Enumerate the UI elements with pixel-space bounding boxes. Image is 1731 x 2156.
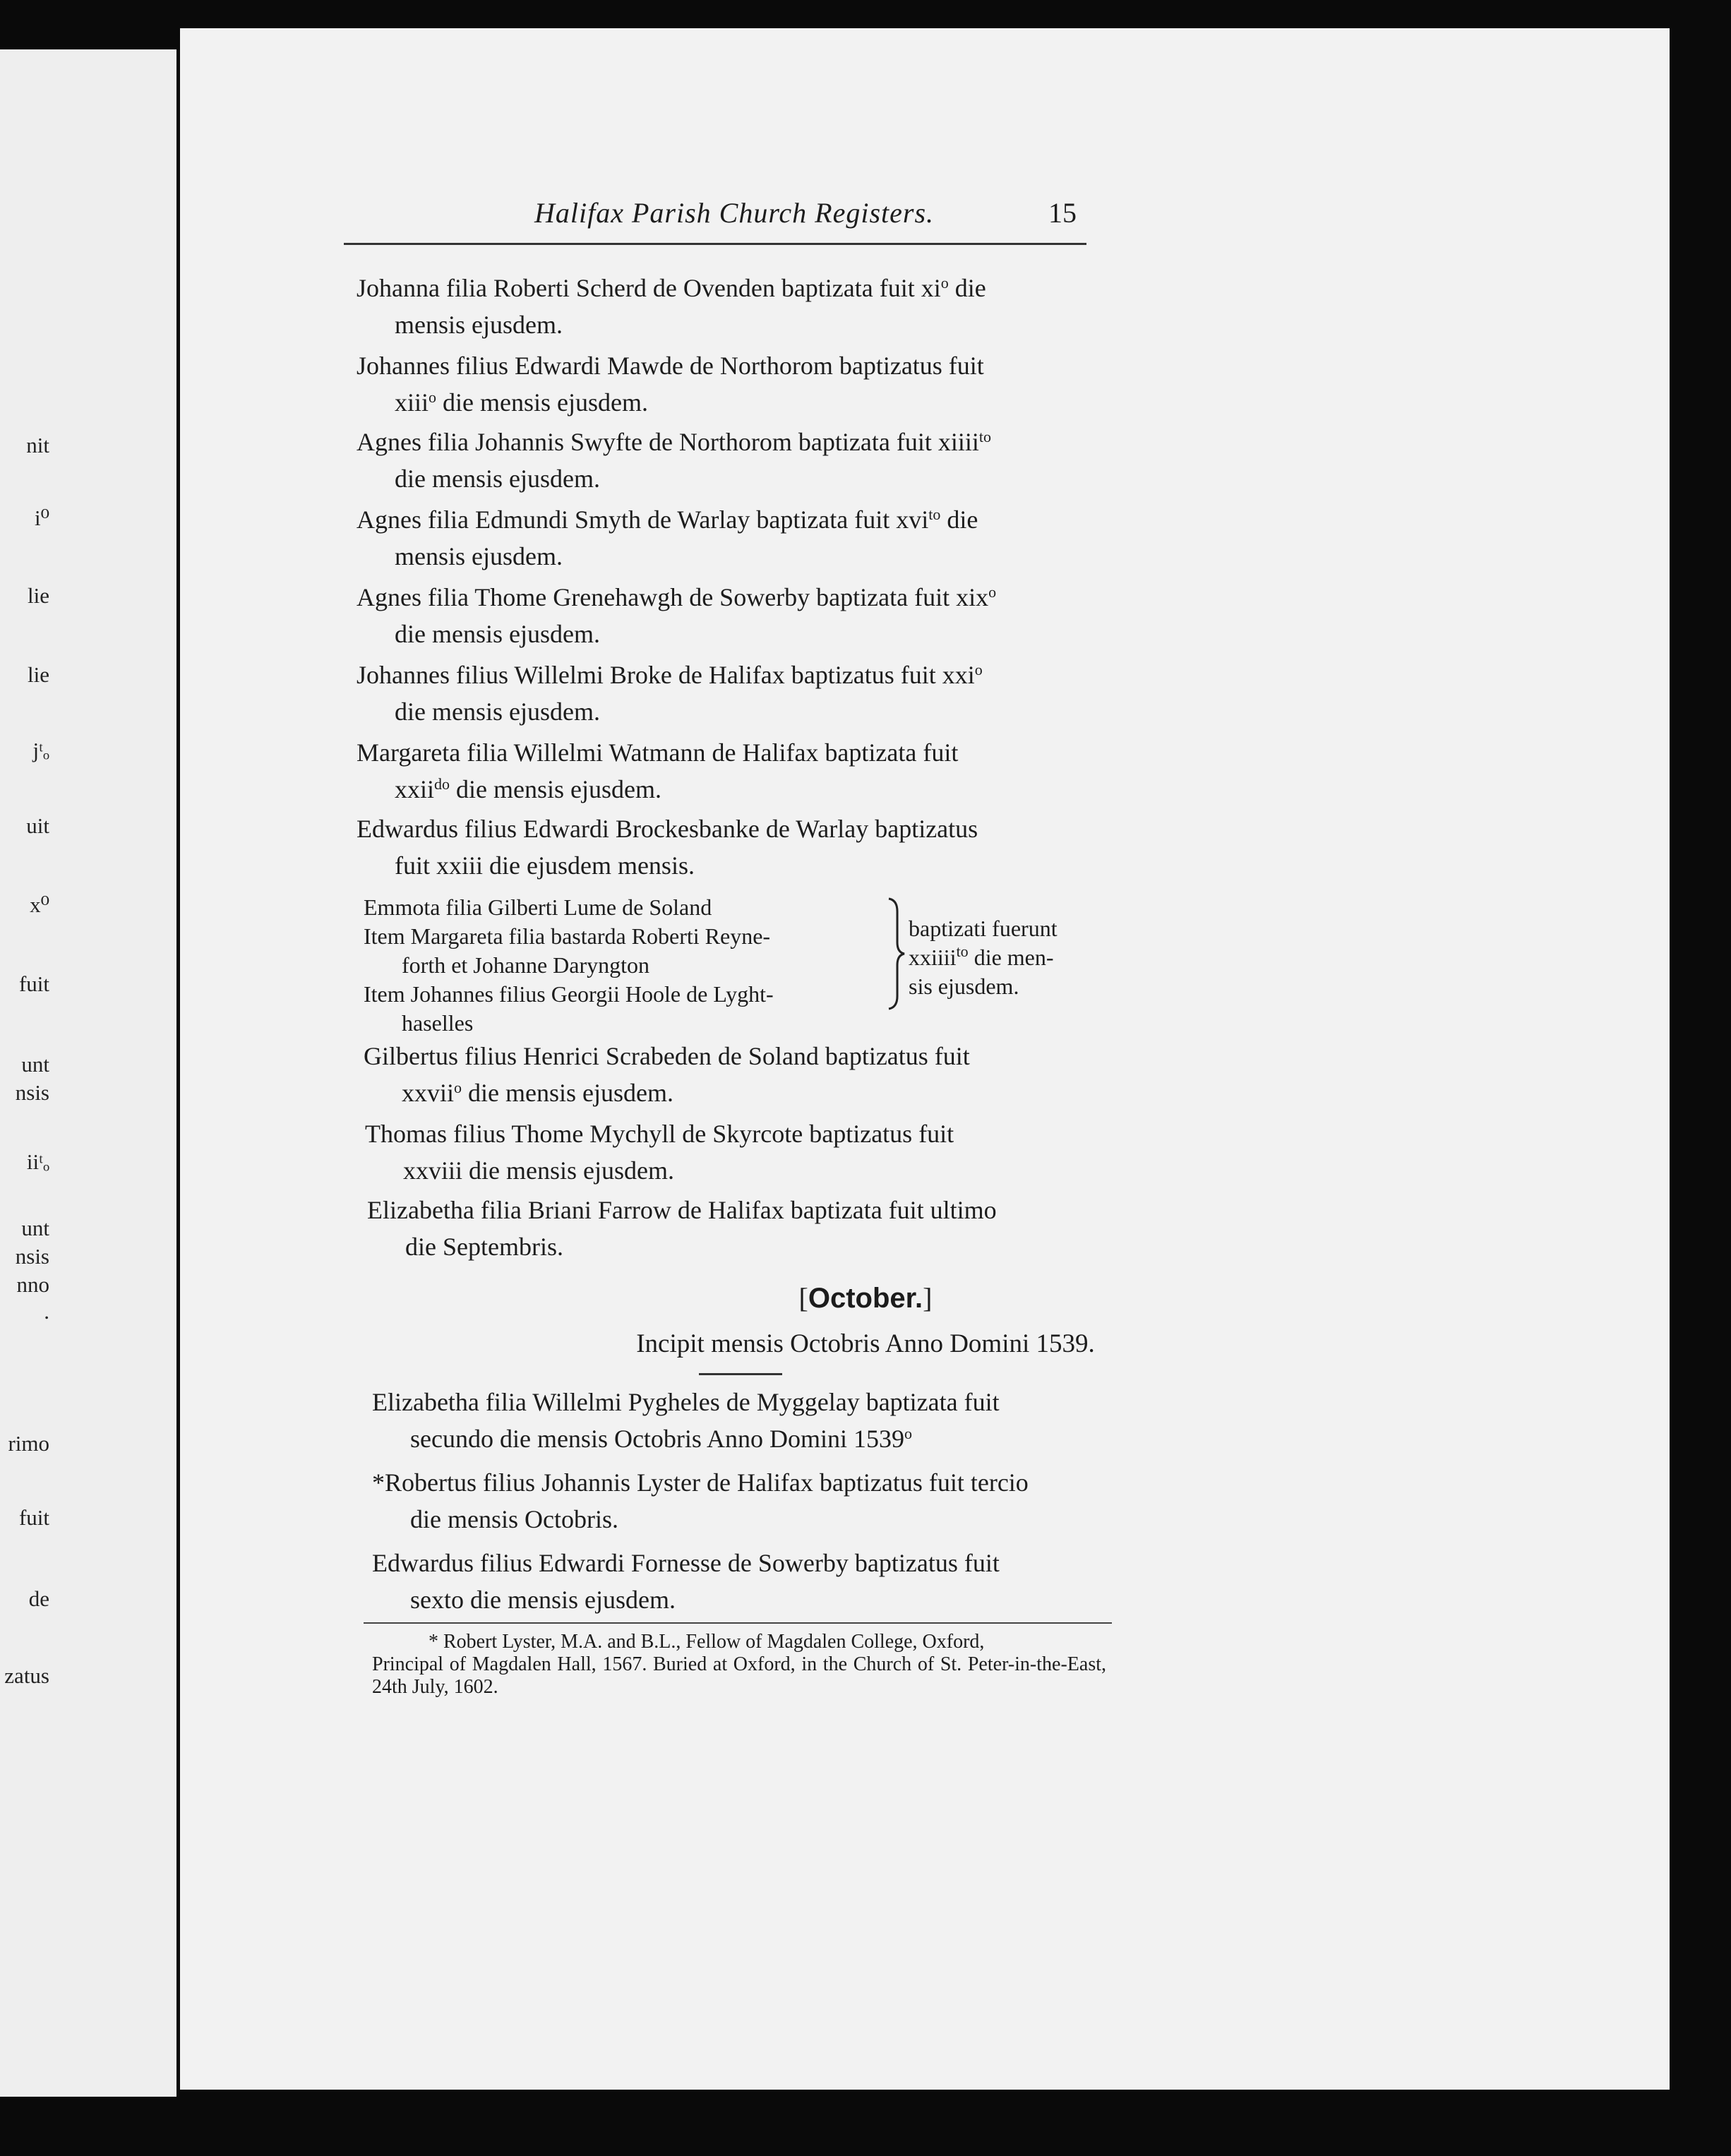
- bracket-shared-text: baptizati fuerunt xxiiii$^{to}$ die men- sis ejusdem.: [909, 916, 1058, 999]
- fragment: unt: [21, 1216, 49, 1240]
- fragment: nit: [26, 433, 49, 457]
- bracket-line: Item Johannes filius Georgii Hoole de Lyght-: [364, 981, 774, 1007]
- fragment: i⁰: [34, 505, 49, 530]
- baptism-entry: Agnes filia Thome Grenehawgh de Sowerby baptizata fuit xix$^o$ die mensis ejusdem.: [357, 583, 997, 648]
- curly-brace-icon: [886, 897, 906, 1010]
- fragment: nno: [16, 1272, 49, 1297]
- section-rule: [699, 1373, 782, 1375]
- footnote-rule: [364, 1622, 1112, 1624]
- baptism-entry: Johannes filius Willelmi Broke de Halifax baptizatus fuit xxi$^o$ die mensis ejusdem.: [357, 661, 983, 726]
- header-rule: [344, 243, 1086, 245]
- running-header: Halifax Parish Church Registers.: [534, 197, 935, 229]
- baptism-entry: Johannes filius Edwardi Mawde de Northorom baptizatus fuit xiii$^o$ die mensis ejusdem.: [357, 352, 984, 417]
- fragment: nsis: [15, 1244, 49, 1269]
- fragment: x⁰: [30, 892, 49, 917]
- page-number: 15: [1048, 197, 1077, 229]
- fragment: de: [28, 1586, 49, 1611]
- baptism-entry: Agnes filia Johannis Swyfte de Northorom baptizata fuit xiiii$^{to}$ die mensis ejusdem.: [357, 428, 991, 493]
- fragment: .: [44, 1299, 49, 1324]
- fragment: zatus: [4, 1663, 49, 1688]
- fragment: rimo: [8, 1431, 49, 1456]
- bracket-line: haselles: [402, 1010, 474, 1036]
- bracket-line: forth et Johanne Daryngton: [402, 952, 650, 978]
- baptism-entry: Elizabetha filia Briani Farrow de Halifax baptizata fuit ultimo die Septembris.: [367, 1196, 997, 1261]
- baptism-entry: Thomas filius Thome Mychyll de Skyrcote baptizatus fuit xxviii die mensis ejusdem.: [365, 1120, 954, 1185]
- baptism-entry: Edwardus filius Edwardi Fornesse de Sowerby baptizatus fuit sexto die mensis ejusdem.: [372, 1549, 1000, 1614]
- bracket-line: Emmota filia Gilberti Lume de Soland: [364, 894, 712, 920]
- baptism-entry: Johanna filia Roberti Scherd de Ovenden baptizata fuit $xi^o$ die mensis ejusdem.: [357, 274, 986, 339]
- fragment: fuit: [18, 1505, 49, 1530]
- section-heading: [October.]: [798, 1282, 933, 1314]
- fragment: nsis: [15, 1080, 49, 1105]
- baptism-entry: Elizabetha filia Willelmi Pygheles de Myggelay baptizata fuit secundo die mensis Octobris Anno Domini 1539$^o$: [372, 1388, 1000, 1453]
- fragment: uit: [26, 813, 49, 838]
- fragment: fuit: [18, 971, 49, 996]
- left-page-fragments: [0, 0, 176, 2156]
- fragment: jᵗₒ: [32, 738, 49, 762]
- bracketed-entries: [364, 893, 886, 1038]
- bracketed-entry-group: [364, 893, 1098, 1041]
- baptism-entry: Margareta filia Willelmi Watmann de Halifax baptizata fuit xxii$^{do}$ die mensis ejusdem.: [357, 738, 959, 803]
- footnote: * Robert Lyster, M.A. and B.L., Fellow of Magdalen College, Oxford, Principal of Magdalen Hall, 1567. Buried at Oxford, in the Church of St. Peter-in-the-East, 24th July, 1602.: [372, 1631, 1106, 1698]
- baptism-entry: *Robertus filius Johannis Lyster de Halifax baptizatus fuit tercio die mensis Octobris.: [372, 1468, 1029, 1533]
- bracket-line: Item Margareta filia bastarda Roberti Reyne-: [364, 923, 771, 949]
- fragment: iiᵗₒ: [26, 1149, 49, 1174]
- section-subheading: Incipit mensis Octobris Anno Domini 1539.: [636, 1329, 1095, 1358]
- fragment: lie: [28, 662, 49, 687]
- baptism-entry: Agnes filia Edmundi Smyth de Warlay baptizata fuit xvi$^{to}$ die mensis ejusdem.: [357, 505, 978, 570]
- baptism-entry: Gilbertus filius Henrici Scrabeden de Soland baptizatus fuit xxvii$^o$ die mensis ejusdem.: [364, 1042, 970, 1107]
- fragment: unt: [21, 1052, 49, 1077]
- baptism-entry: Edwardus filius Edwardi Brockesbanke de Warlay baptizatus fuit xxiii die ejusdem mensis.: [357, 815, 978, 880]
- fragment: lie: [28, 583, 49, 608]
